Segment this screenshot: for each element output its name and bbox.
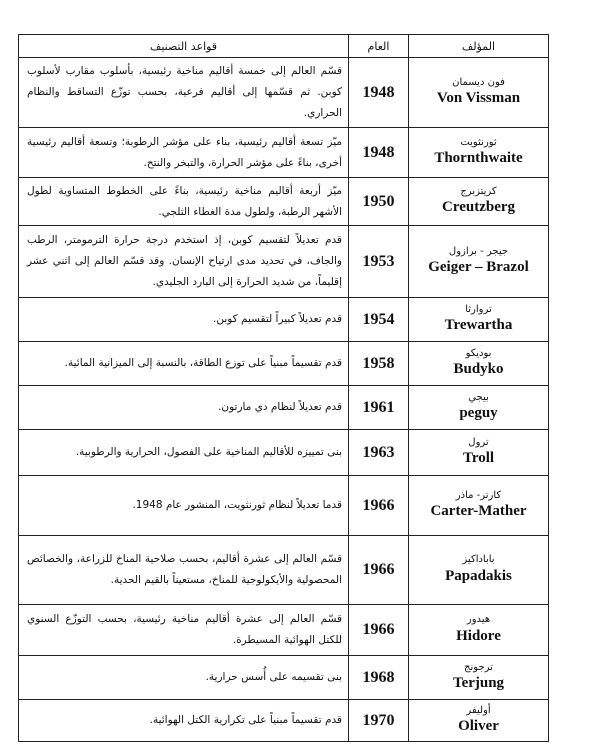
table-row	[19, 178, 549, 226]
author-cell	[409, 226, 549, 298]
author-arabic: هيدور	[466, 614, 491, 626]
author-arabic: بيجي	[468, 391, 489, 403]
year-cell: 1954	[349, 298, 409, 342]
table-row	[19, 342, 549, 386]
author-latin: Terjung	[452, 675, 505, 692]
rules-cell: ميّز تسعة أقاليم رئيسية، بناء على مؤشر الرطوبة؛ وتسعة أقاليم رئيسية أخرى، بناءً على مؤشر الحرارة، والتبخر والنتح.	[19, 128, 349, 178]
rules-cell: قدم تعديلاً لنظام دي مارتون.	[19, 386, 349, 430]
author-latin: Trewartha	[444, 317, 513, 334]
author-cell	[409, 476, 549, 536]
author-latin: Creutzberg	[441, 199, 516, 216]
author-cell	[409, 298, 549, 342]
author-arabic: جيجر - برازول	[448, 245, 509, 257]
year-cell: 1966	[349, 476, 409, 536]
header-author: المؤلف	[409, 35, 549, 58]
header-rules: قواعد التصنيف	[19, 35, 349, 58]
year-cell: 1966	[349, 536, 409, 605]
year-cell: 1958	[349, 342, 409, 386]
author-arabic: كريتزبرج	[460, 185, 497, 197]
author-cell	[409, 536, 549, 605]
rules-cell: قسّم العالم إلى خمسة أقاليم مناخية رئيسية، بأسلوب مقارب لأسلوب كوبن. ثم قسّمها إلى أقاليم فرعية، بحسب توزّع التساقط والنظام الحراري.	[19, 58, 349, 128]
author-latin: Troll	[462, 450, 495, 467]
author-cell	[409, 58, 549, 128]
table-row	[19, 386, 549, 430]
rules-cell: قدم تقسيماً مبنياً على تكرارية الكتل الهوائية.	[19, 700, 349, 742]
rules-cell: بنى تمييزه للأقاليم المناخية على الفصول، الحرارية والرطوبية.	[19, 430, 349, 476]
table-row	[19, 430, 549, 476]
rules-cell: قدما تعديلاً لنظام ثورنثويت، المنشور عام 1948.	[19, 476, 349, 536]
author-arabic: ترجونج	[464, 661, 493, 673]
author-arabic: ترول	[468, 436, 489, 448]
author-cell	[409, 430, 549, 476]
rules-cell: بنى تقسيمه على أُسس حرارية.	[19, 656, 349, 700]
table-row	[19, 128, 549, 178]
author-latin: Budyko	[453, 361, 504, 378]
author-latin: Geiger – Brazol	[428, 259, 529, 276]
header-year: العام	[349, 35, 409, 58]
header-row	[19, 35, 549, 58]
author-cell	[409, 178, 549, 226]
year-cell: 1966	[349, 605, 409, 656]
author-latin: Von Vissman	[436, 90, 521, 107]
author-latin: Thornthwaite	[434, 150, 523, 167]
year-cell: 1963	[349, 430, 409, 476]
author-cell	[409, 386, 549, 430]
year-cell: 1948	[349, 58, 409, 128]
year-cell: 1953	[349, 226, 409, 298]
table-row	[19, 226, 549, 298]
author-latin: Hidore	[456, 627, 501, 644]
table-row	[19, 298, 549, 342]
author-latin: Papadakis	[445, 567, 512, 584]
table-row	[19, 536, 549, 605]
year-cell: 1948	[349, 128, 409, 178]
author-arabic: باباداكيز	[462, 554, 495, 566]
author-latin: Oliver	[458, 718, 499, 735]
author-cell	[409, 656, 549, 700]
author-arabic: أوليفر	[466, 704, 491, 716]
rules-cell: قدم تعديلاً لتقسيم كوبن، إذ استخدم درجة حرارة الترمومتر، الرطب والجاف، في تحديد مدى ارتياح الإنسان. وقد قسّم العالم إلى اثني عشر إقليماً، من شديد الحرارة إلى البارد الجليدي.	[19, 226, 349, 298]
author-latin: peguy	[459, 405, 498, 422]
rules-cell: ميّز أربعة أقاليم مناخية رئيسية، بناءً على الخطوط المتساوية لطول الأشهر الرطبة، ولطول مدة الغطاء الثلجي.	[19, 178, 349, 226]
rules-cell: قسّم العالم إلى عشرة أقاليم، بحسب صلاحية المناخ للزراعة، والخصائص المحصولية والأيكولوجية للمناخ، مستعيناً بالقيم الحدية.	[19, 536, 349, 605]
rules-cell: قسّم العالم إلى عشرة أقاليم مناخية رئيسية، بحسب التوزّع السنوي للكتل الهوائية المسيطرة.	[19, 605, 349, 656]
author-arabic: تروارثا	[465, 303, 492, 315]
table-row	[19, 656, 549, 700]
year-cell: 1950	[349, 178, 409, 226]
author-latin: Carter-Mather	[430, 503, 527, 520]
author-cell	[409, 342, 549, 386]
classification-table	[18, 34, 549, 742]
author-arabic: بوديكو	[465, 347, 492, 359]
year-cell: 1970	[349, 700, 409, 742]
author-arabic: ثورنثويت	[460, 136, 497, 148]
author-arabic: فون ديسمان	[452, 76, 505, 88]
author-cell	[409, 605, 549, 656]
table-row	[19, 58, 549, 128]
rules-cell: قدم تقسيماً مبنياً على توزع الطاقة، بالنسبة إلى الميزانية المائية.	[19, 342, 349, 386]
table-row	[19, 605, 549, 656]
author-arabic: كارتر- ماذر	[455, 489, 502, 501]
year-cell: 1961	[349, 386, 409, 430]
author-cell	[409, 700, 549, 742]
table-row	[19, 700, 549, 742]
rules-cell: قدم تعديلاً كبيراً لتقسيم كوبن.	[19, 298, 349, 342]
table-row	[19, 476, 549, 536]
author-cell	[409, 128, 549, 178]
year-cell: 1968	[349, 656, 409, 700]
